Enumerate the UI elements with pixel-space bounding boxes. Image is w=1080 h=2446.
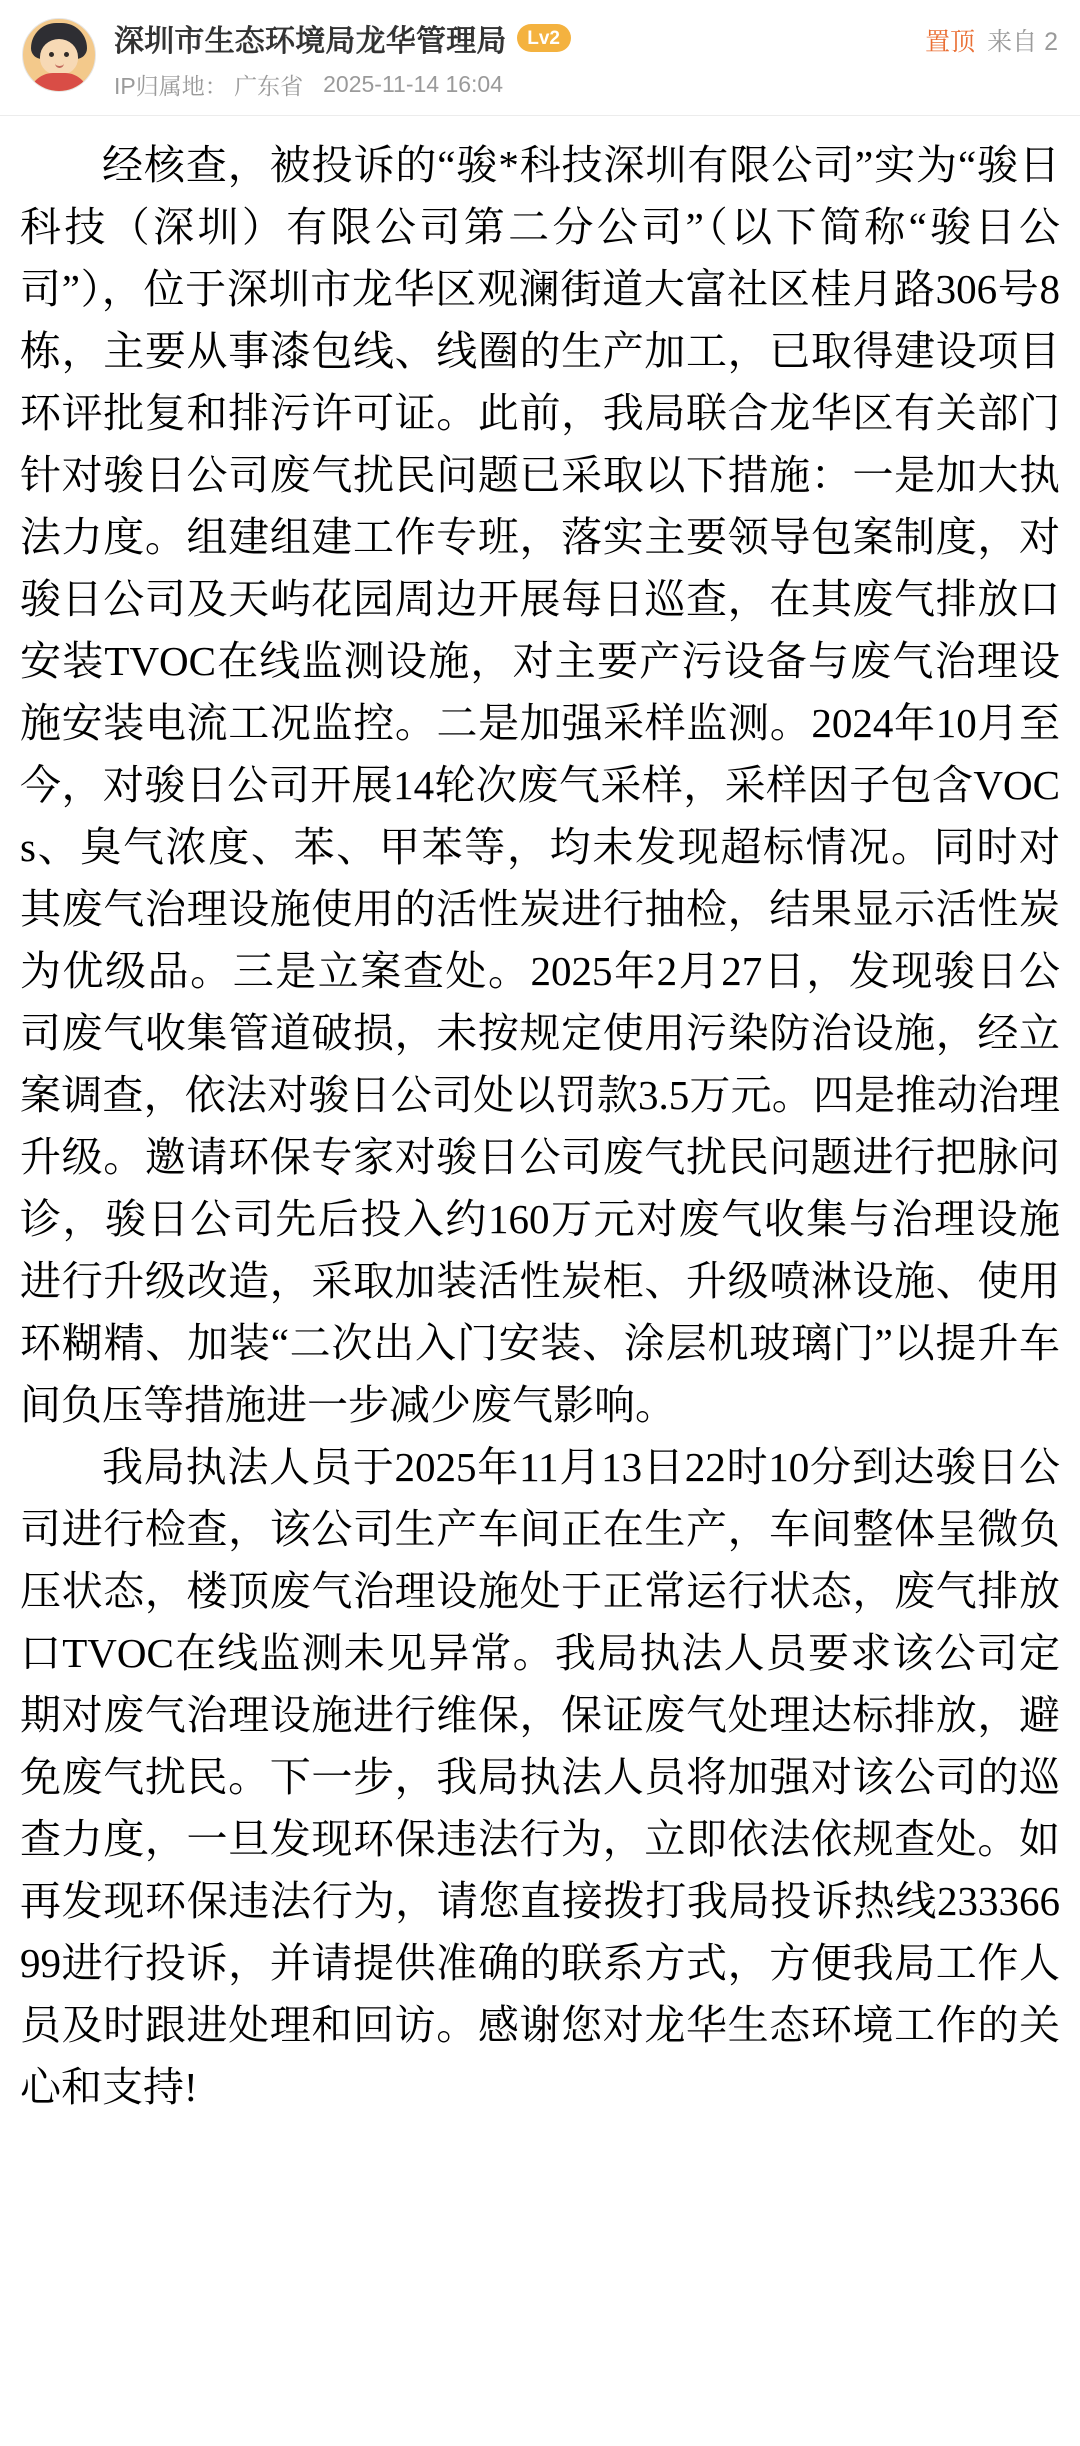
avatar-body <box>29 73 89 92</box>
avatar-eye-left <box>49 52 54 57</box>
author-name[interactable]: 深圳市生态环境局龙华管理局 <box>114 25 507 58</box>
pinned-badge: 置顶 <box>925 28 976 56</box>
level-badge: Lv2 <box>517 24 571 52</box>
post-paragraph: 我局执法人员于2025年11月13日22时10分到达骏日公司进行检查，该公司生产车间正在生产，车间整体呈微负压状态，楼顶废气治理设施处于正常运行状态，废气排放口TVOC在线监测未见异常。我局执法人员要求该公司定期对废气治理设施进行维保，保证废气处理达标排放，避免废气扰民。下一步，我局执法人员将加强对该公司的巡查力度，一旦发现环保违法行为，立即依法依规查处。如再发现环保违法行为，请您直接拨打我局投诉热线23336699进行投诉，并请提供准确的联系方式，方便我局工作人员及时跟进处理和回访。感谢您对龙华生态环境工作的关心和支持! <box>20 1444 1060 2110</box>
post-body <box>0 116 1080 2158</box>
post-flags <box>925 22 1058 58</box>
post-meta-row <box>114 68 1056 101</box>
user-avatar-icon[interactable] <box>22 18 96 92</box>
post-timestamp: 2025-11-14 16:04 <box>323 71 504 97</box>
ip-location: IP归属地： 广东省 <box>114 73 304 99</box>
author-block <box>96 18 1056 101</box>
avatar-face <box>40 39 78 75</box>
author-name-row <box>114 18 1056 58</box>
post-header <box>0 0 1080 111</box>
avatar-eye-right <box>64 52 69 57</box>
post-source[interactable]: 来自 2 <box>987 28 1058 56</box>
post-paragraph: 经核查，被投诉的“骏*科技深圳有限公司”实为“骏日科技（深圳）有限公司第二分公司”（以下简称“骏日公司”），位于深圳市龙华区观澜街道大富社区桂月路306号8栋，主要从事漆包线、线圈的生产加工，已取得建设项目环评批复和排污许可证。此前，我局联合龙华区有关部门针对骏日公司废气扰民问题已采取以下措施：一是加大执法力度。组建组建工作专班，落实主要领导包案制度，对骏日公司及天屿花园周边开展每日巡查，在其废气排放口安装TVOC在线监测设施，对主要产污设备与废气治理设施安装电流工况监控。二是加强采样监测。2024年10月至今，对骏日公司开展14轮次废气采样，采样因子包含VOCs、臭气浓度、苯、甲苯等，均未发现超标情况。同时对其废气治理设施使用的活性炭进行抽检，结果显示活性炭为优级品。三是立案查处。2025年2月27日，发现骏日公司废气收集管道破损，未按规定使用污染防治设施，经立案调查，依法对骏日公司处以罚款3.5万元。四是推动治理升级。邀请环保专家对骏日公司废气扰民问题进行把脉问诊，骏日公司先后投入约160万元对废气收集与治理设施进行升级改造，采取加装活性炭柜、升级喷淋设施、使用环糊精、加装“二次出入门安装、涂层机玻璃门”以提升车间负压等措施进一步减少废气影响。 <box>20 142 1060 1428</box>
